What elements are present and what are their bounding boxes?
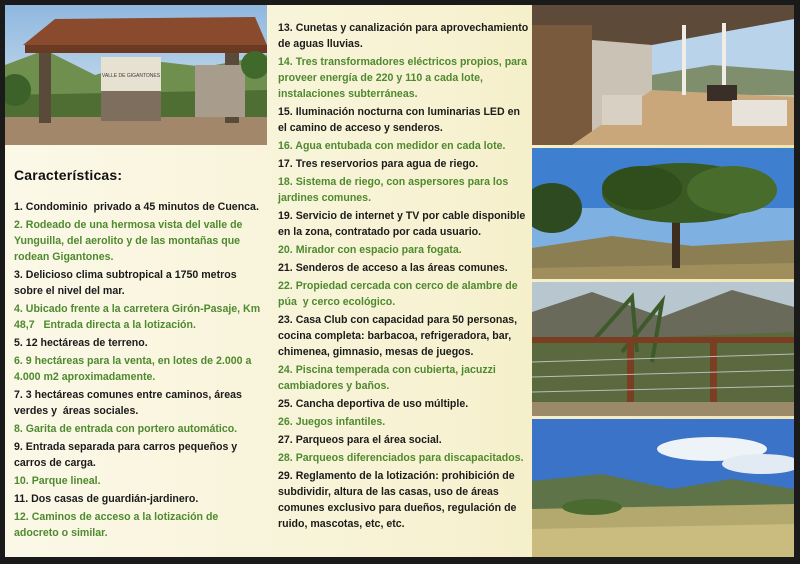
- feature-item: [14, 335, 264, 351]
- feature-text: Rodeado de una hermosa vista del valle de Yunguilla, del aerolito y de las montañas que rodean Gigantones.: [14, 219, 246, 263]
- feature-item: [278, 242, 530, 258]
- feature-item: [278, 362, 530, 394]
- feature-item: [14, 217, 264, 265]
- feature-text: Delicioso clima subtropical a 1750 metros sobre el nivel del mar.: [14, 269, 240, 297]
- feature-text: Parqueos diferenciados para discapacitados.: [295, 452, 524, 464]
- feature-number: 1.: [14, 201, 23, 213]
- feature-number: 26.: [278, 416, 293, 428]
- feature-text: Juegos infantiles.: [295, 416, 386, 428]
- brochure-page: [5, 5, 794, 557]
- features-list-left: [14, 199, 264, 543]
- feature-item: [14, 267, 264, 299]
- feature-item: [278, 432, 530, 448]
- feature-item: [14, 509, 264, 541]
- feature-number: 7.: [14, 389, 23, 401]
- feature-item: [14, 199, 264, 215]
- feature-item: [278, 20, 530, 52]
- feature-text: Iluminación nocturna con luminarias LED en el camino de acceso y senderos.: [278, 106, 523, 134]
- valley-view-photo: [532, 419, 794, 557]
- feature-number: 20.: [278, 244, 293, 256]
- feature-number: 13.: [278, 22, 293, 34]
- gate-sign-text: VALLE DE GIGANTONES: [101, 73, 161, 79]
- feature-number: 24.: [278, 364, 293, 376]
- feature-item: [278, 396, 530, 412]
- feature-number: 10.: [14, 475, 29, 487]
- tree-landscape-photo: [532, 148, 794, 279]
- feature-number: 14.: [278, 56, 293, 68]
- feature-number: 11.: [14, 493, 29, 505]
- feature-item: [14, 301, 264, 333]
- feature-number: 3.: [14, 269, 23, 281]
- feature-item: [278, 208, 530, 240]
- feature-text: Caminos de acceso a la lotización de adocreto o similar.: [14, 511, 222, 539]
- feature-number: 12.: [14, 511, 29, 523]
- entrance-gate-photo: [5, 5, 267, 145]
- feature-text: Cancha deportiva de uso múltiple.: [295, 398, 469, 410]
- feature-number: 18.: [278, 176, 293, 188]
- feature-number: 25.: [278, 398, 293, 410]
- features-list-right: [278, 20, 530, 534]
- feature-number: 28.: [278, 452, 293, 464]
- feature-text: Mirador con espacio para fogata.: [295, 244, 462, 256]
- feature-item: [14, 421, 264, 437]
- feature-text: Ubicado frente a la carretera Girón-Pasaje, Km 48,7 Entrada directa a la lotización.: [14, 303, 264, 331]
- feature-text: Condominio privado a 45 minutos de Cuenca.: [25, 201, 259, 213]
- feature-text: Dos casas de guardián-jardinero.: [31, 493, 199, 505]
- feature-number: 8.: [14, 423, 23, 435]
- feature-number: 22.: [278, 280, 293, 292]
- feature-number: 2.: [14, 219, 23, 231]
- feature-number: 9.: [14, 441, 23, 453]
- feature-item: [278, 450, 530, 466]
- feature-item: [278, 104, 530, 136]
- feature-item: [278, 138, 530, 154]
- feature-item: [278, 54, 530, 102]
- feature-number: 5.: [14, 337, 23, 349]
- feature-item: [14, 353, 264, 385]
- feature-number: 6.: [14, 355, 23, 367]
- feature-item: [14, 473, 264, 489]
- feature-text: Parque lineal.: [31, 475, 101, 487]
- feature-item: [14, 439, 264, 471]
- feature-text: Reglamento de la lotización: prohibición de subdividir, altura de las casas, uso de áreas comunes exclusivo para dueños, regulación de ruido, mascotas, etc, etc.: [278, 470, 520, 530]
- feature-text: Sistema de riego, con aspersores para los jardines comunes.: [278, 176, 512, 204]
- feature-text: Casa Club con capacidad para 50 personas, cocina completa: barbacoa, refrigeradora, bar, chimenea, gimnasio, mesas de juegos.: [278, 314, 521, 358]
- feature-text: Tres transformadores eléctricos propios, para proveer energía de 220 y 110 a cada lote, instalaciones subterráneas.: [278, 56, 531, 100]
- feature-text: Piscina temperada con cubierta, jacuzzi cambiadores y baños.: [278, 364, 499, 392]
- feature-item: [14, 387, 264, 419]
- feature-item: [278, 260, 530, 276]
- feature-text: Agua entubada con medidor en cada lote.: [295, 140, 506, 152]
- feature-text: Cunetas y canalización para aprovechamiento de aguas lluvias.: [278, 22, 532, 50]
- feature-text: Garita de entrada con portero automático.: [25, 423, 238, 435]
- feature-number: 29.: [278, 470, 293, 482]
- clubhouse-terrace-photo: [532, 5, 794, 145]
- feature-text: Senderos de acceso a las áreas comunes.: [295, 262, 508, 274]
- feature-number: 27.: [278, 434, 293, 446]
- feature-number: 16.: [278, 140, 293, 152]
- feature-number: 23.: [278, 314, 293, 326]
- feature-item: [278, 414, 530, 430]
- feature-number: 15.: [278, 106, 293, 118]
- feature-number: 4.: [14, 303, 23, 315]
- feature-text: 3 hectáreas comunes entre caminos, áreas verdes y áreas sociales.: [14, 389, 245, 417]
- feature-text: 12 hectáreas de terreno.: [25, 337, 148, 349]
- feature-item: [278, 156, 530, 172]
- feature-item: [278, 312, 530, 360]
- features-heading: Características:: [14, 167, 123, 183]
- feature-text: Entrada separada para carros pequeños y carros de carga.: [14, 441, 241, 469]
- feature-text: Tres reservorios para agua de riego.: [295, 158, 479, 170]
- viewpoint-deck-photo: [532, 282, 794, 416]
- feature-item: [278, 174, 530, 206]
- feature-item: [278, 278, 530, 310]
- feature-number: 17.: [278, 158, 293, 170]
- feature-text: Servicio de internet y TV por cable disponible en la zona, contratado por cada usuario.: [278, 210, 529, 238]
- feature-item: [278, 468, 530, 532]
- feature-text: Parqueos para el área social.: [295, 434, 442, 446]
- feature-item: [14, 491, 264, 507]
- feature-text: 9 hectáreas para la venta, en lotes de 2.000 a 4.000 m2 aproximadamente.: [14, 355, 255, 383]
- feature-number: 21.: [278, 262, 293, 274]
- feature-text: Propiedad cercada con cerco de alambre de púa y cerco ecológico.: [278, 280, 521, 308]
- feature-number: 19.: [278, 210, 293, 222]
